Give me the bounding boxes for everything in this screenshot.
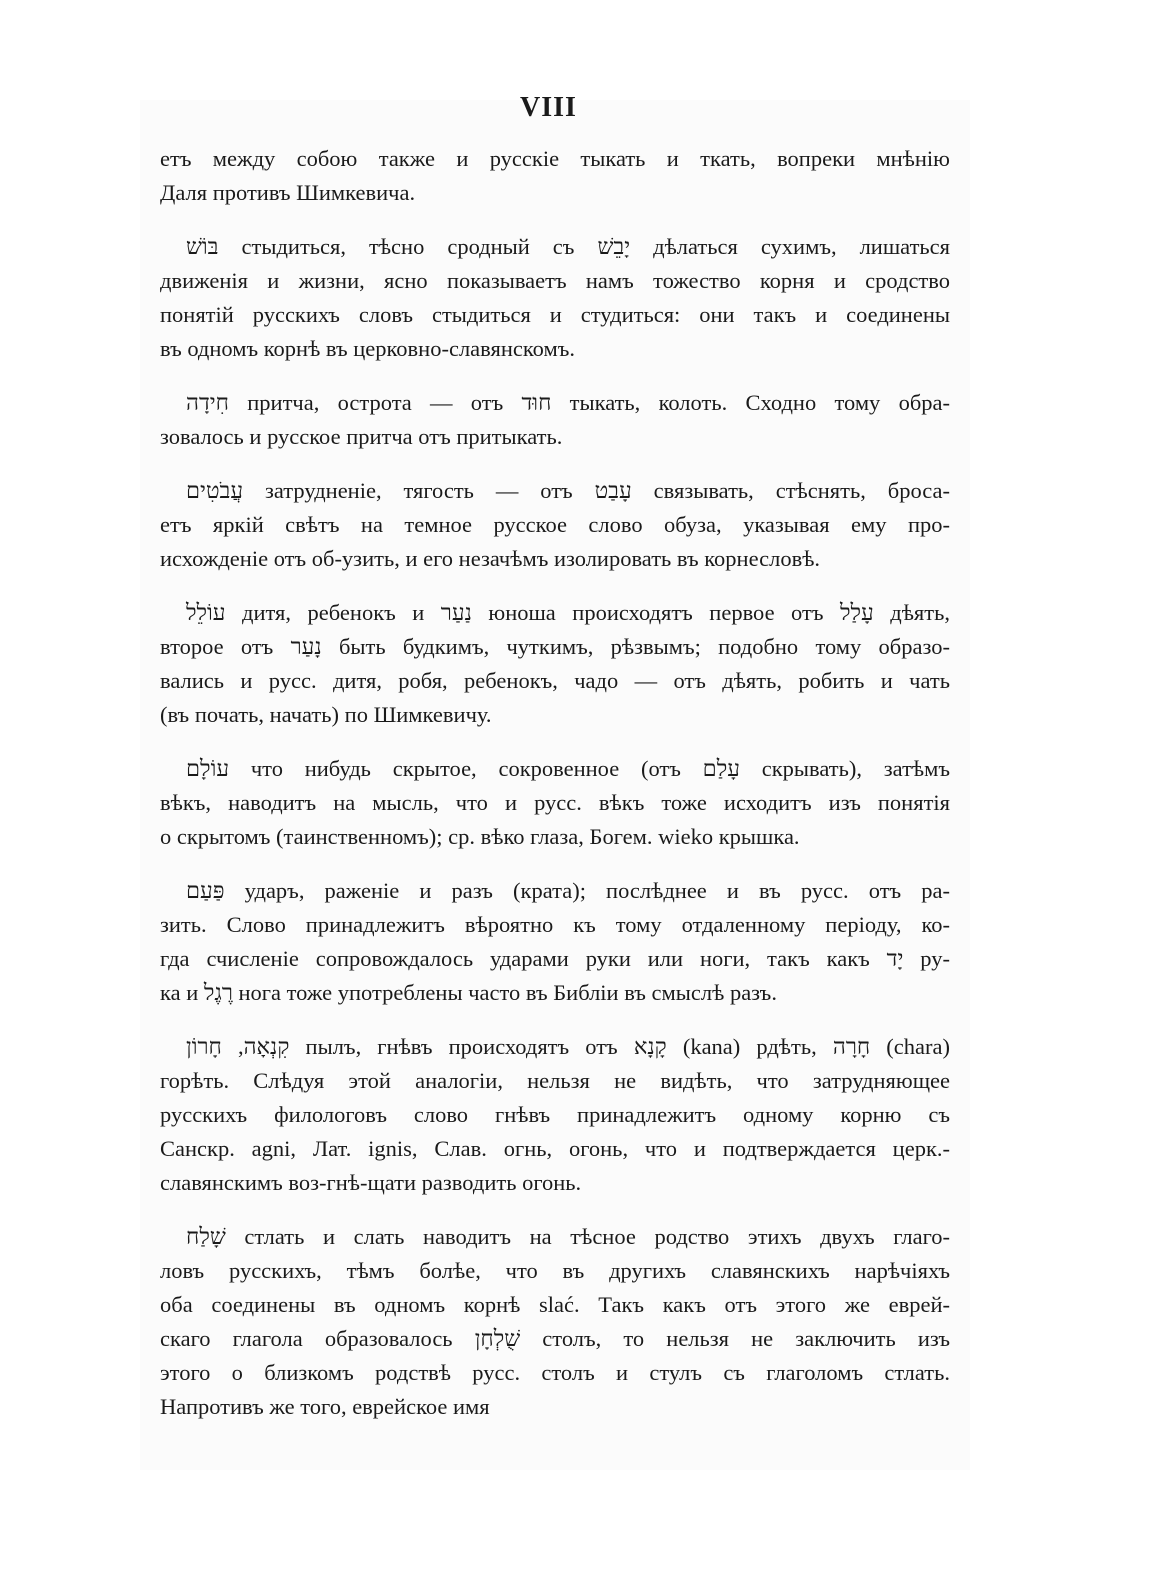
paragraph-avotim: [160, 474, 950, 576]
text-line: второе отъ נָעַר быть будкимъ, чуткимъ, рѣзвымъ; подобно тому образо-: [160, 634, 950, 659]
text-line: קִנְאָה, חָרוֹן пылъ, гнѣвъ происходятъ отъ קָנָא (kana) рдѣть, חָרָה (chara): [186, 1034, 950, 1059]
text-line: (въ почать, начать) по Шимкевичу.: [160, 702, 492, 727]
text-line: гда счисленіе сопровождалось ударами руки или ноги, такъ какъ יָד ру-: [160, 946, 950, 971]
paragraph-olel: [160, 596, 950, 732]
text-line: עוֹלֵל дитя, ребенокъ и נַעַר юноша происходятъ первое отъ עָלַל дѣять,: [186, 600, 950, 625]
text-line: скаго глагола образовалось שֻׁלְחָן столъ, то нельзя не заключить изъ: [160, 1326, 950, 1351]
text-line: движенія и жизни, ясно показываетъ намъ тожество корня и сродство: [160, 268, 950, 293]
paragraph-tykat: [160, 142, 950, 210]
paragraph-shalach: [160, 1220, 950, 1424]
page-text: [160, 142, 950, 1444]
text-line: въ одномъ корнѣ въ церковно-славянскомъ.: [160, 336, 575, 361]
text-line: עֲבֹטִים затрудненіе, тягость — отъ עָבַט связывать, стѣснять, броса-: [186, 478, 950, 503]
text-line: ловъ русскихъ, тѣмъ болѣе, что въ другихъ славянскихъ нарѣчіяхъ: [160, 1258, 950, 1283]
text-line: ка и רֶגֶל нога тоже употреблены часто въ Библіи въ смыслѣ разъ.: [160, 980, 777, 1005]
paragraph-kina: [160, 1030, 950, 1200]
text-line: Даля противъ Шимкевича.: [160, 180, 416, 205]
text-line: славянскимъ воз-гнѣ-щати разводить огонь.: [160, 1170, 582, 1195]
text-line: русскихъ филологовъ слово гнѣвъ принадлежитъ одному корню съ: [160, 1102, 950, 1127]
text-line: вѣкъ, наводитъ на мысль, что и русс. вѣкъ тоже исходитъ изъ понятія: [160, 790, 950, 815]
text-line: зить. Слово принадлежитъ вѣроятно къ тому отдаленному періоду, ко-: [160, 912, 950, 937]
paragraph-olam: [160, 752, 950, 854]
paragraph-chida: [160, 386, 950, 454]
text-line: етъ между собою также и русскіе тыкать и ткать, вопреки мнѣнію: [160, 146, 950, 171]
page-number: VIII: [520, 92, 577, 123]
text-line: понятій русскихъ словъ стыдиться и студиться: они такъ и соединены: [160, 302, 950, 327]
paragraph-bosh: [160, 230, 950, 366]
text-line: зовалось и русское притча отъ притыкать.: [160, 424, 563, 449]
text-line: етъ яркій свѣтъ на темное русское слово обуза, указывая ему про-: [160, 512, 950, 537]
text-line: עוֹלָם что нибудь скрытое, сокровенное (отъ עָלַם скрывать), затѣмъ: [186, 756, 950, 781]
text-line: вались и русс. дитя, робя, ребенокъ, чадо — отъ дѣять, робить и чать: [160, 668, 950, 693]
text-line: горѣть. Слѣдуя этой аналогіи, нельзя не видѣть, что затрудняющее: [160, 1068, 950, 1093]
text-line: о скрытомъ (таинственномъ); ср. вѣко глаза, Богем. wieko крышка.: [160, 824, 800, 849]
paragraph-paam: [160, 874, 950, 1010]
text-line: Санскр. agni, Лат. ignis, Слав. огнь, огонь, что и подтверждается церк.-: [160, 1136, 950, 1161]
text-line: оба соединены въ одномъ корнѣ slać. Такъ какъ отъ этого же еврей-: [160, 1292, 950, 1317]
text-line: исхожденіе отъ об-узить, и его незачѣмъ изолировать въ корнесловѣ.: [160, 546, 821, 571]
text-line: חִידָה притча, острота — отъ חוּד тыкать, колоть. Сходно тому обра-: [186, 390, 950, 415]
text-line: Напротивъ же того, еврейское имя: [160, 1394, 490, 1419]
text-line: פַּעַם ударъ, раженіе и разъ (крата); послѣднее и въ русс. отъ ра-: [186, 878, 950, 903]
text-line: שָׁלַח стлать и слать наводитъ на тѣсное родство этихъ двухъ глаго-: [186, 1224, 950, 1249]
text-line: בּוֹשׁ стыдиться, тѣсно сродный съ יָבֵשׁ дѣлаться сухимъ, лишаться: [186, 234, 950, 259]
text-line: этого о близкомъ родствѣ русс. столъ и стулъ съ глаголомъ стлать.: [160, 1360, 950, 1385]
